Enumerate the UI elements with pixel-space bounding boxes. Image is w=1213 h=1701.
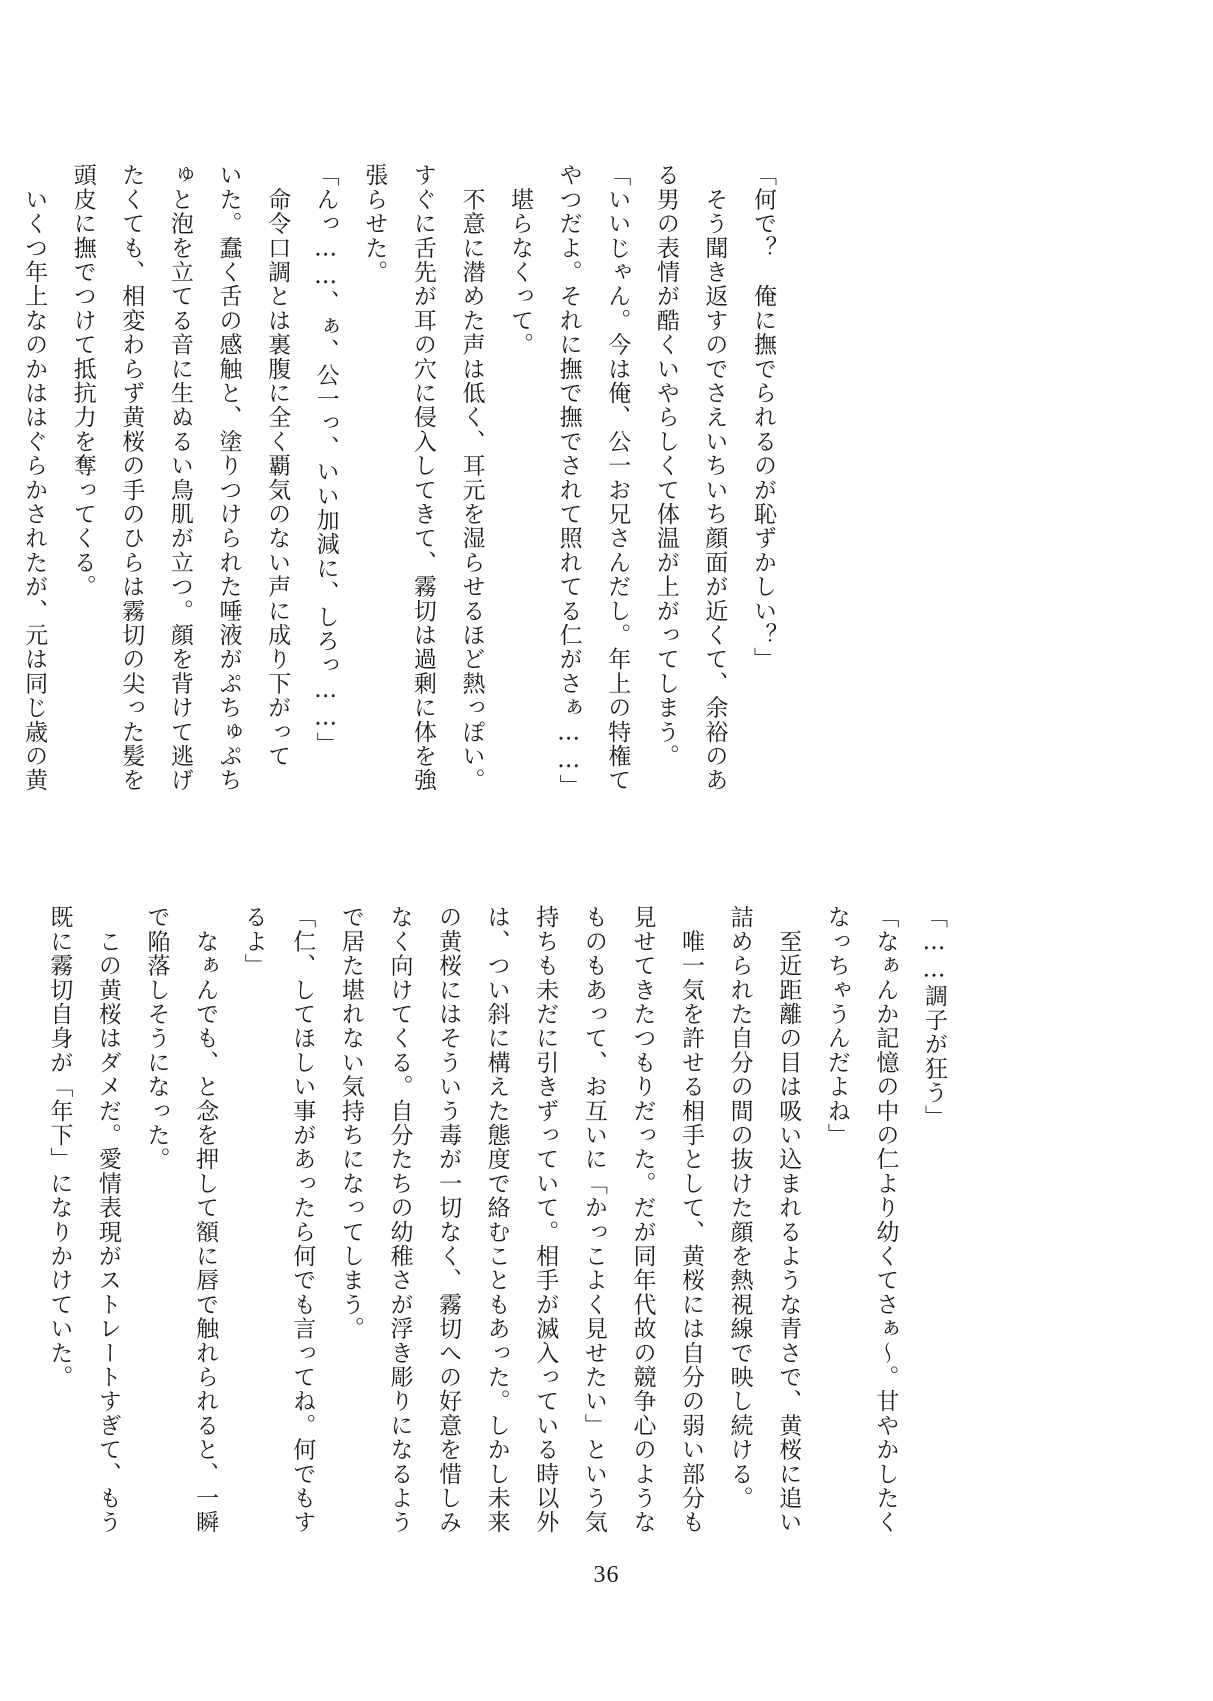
text-line: そう聞き返すのでさえいちいち顔面が近くて、余裕のあ xyxy=(701,163,728,793)
lower-text-block xyxy=(46,905,958,1535)
text-line: この黄桜はダメだ。愛情表現がストレートすぎて、もう xyxy=(94,905,121,1535)
text-line: で陥落しそうになった。 xyxy=(143,905,170,1172)
text-line: いた。蠢く舌の感触と、塗りつけられた唾液がぷちゅぷち xyxy=(215,163,242,793)
text-line: 「いいじゃん。今は俺、公一お兄さんだし。年上の特権て xyxy=(604,163,631,793)
text-line: で居た堪れない気持ちになってしまう。 xyxy=(337,905,364,1341)
text-line: 唯一気を許せる相手として、黄桜には自分の弱い部分も xyxy=(678,905,705,1535)
text-line: 至近距離の目は吸い込まれるような青さで、黄桜に追い xyxy=(775,905,802,1535)
text-line: 見せてきたつもりだった。だが同年代故の競争心のような xyxy=(629,905,656,1535)
upper-text-block xyxy=(21,163,787,823)
text-line: 頭皮に撫でつけて抵抗力を奪ってくる。 xyxy=(69,163,96,599)
text-line: たくても、相変わらず黄桜の手のひらは霧切の尖った髪を xyxy=(118,163,145,793)
text-line: 「……調子が狂う」 xyxy=(921,905,947,1129)
text-line: なぁんでも、と念を押して額に唇で触れられると、一瞬 xyxy=(192,905,219,1535)
text-line: すぐに舌先が耳の穴に侵入してきて、霧切は過剰に体を強 xyxy=(409,163,436,793)
text-line: 「何で？ 俺に撫でられるのが恥ずかしい？」 xyxy=(750,163,776,672)
text-line: ものもあって、お互いに「かっこよく見せたい」という気 xyxy=(580,905,607,1535)
text-line: 命令口調とは裏腹に全く覇気のない声に成り下がって xyxy=(264,163,291,768)
text-line: 「んっ……、ぁ、公一っ、いい加減に、しろっ……」 xyxy=(312,163,339,756)
text-line xyxy=(0,163,10,823)
text-line: 持ちも未だに引きずっていて。相手が滅入っている時以外 xyxy=(532,905,559,1535)
text-line: の黄桜にはそういう毒が一切なく、霧切への好意を惜しみ xyxy=(435,905,462,1535)
text-line: 詰められた自分の間の抜けた顔を熱視線で映し続ける。 xyxy=(726,905,753,1510)
text-line: やつだよ。それに撫で撫でされて照れてる仁がさぁ……」 xyxy=(555,163,582,799)
text-line: いくつ年上なのかははぐらかされたが、元は同じ歳の黄 xyxy=(21,163,48,793)
text-line: は、つい斜に構えた態度で絡むこともあった。しかし未来 xyxy=(483,905,510,1535)
text-line: 「なぁんか記憶の中の仁より幼くてさぁ～。甘やかしたく xyxy=(872,905,899,1535)
page-number: 36 xyxy=(593,1562,620,1588)
text-line: るよ」 xyxy=(240,905,267,978)
text-line: 堪らなくって。 xyxy=(507,163,534,357)
text-line: 不意に潜めた声は低く、耳元を湿らせるほど熱っぽい。 xyxy=(458,163,485,793)
text-line: 「仁、してほしい事があったら何でも言ってね。何でもす xyxy=(289,905,316,1535)
text-line: なっちゃうんだよね」 xyxy=(823,905,850,1147)
text-line: なく向けてくる。自分たちの幼稚さが浮き彫りになるよう xyxy=(386,905,413,1535)
text-line: る男の表情が酷くいやらしくて体温が上がってしまう。 xyxy=(652,163,679,768)
text-line: 張らせた。 xyxy=(361,163,388,284)
text-line: ゅと泡を立てる音に生ぬるい鳥肌が立つ。顔を背けて逃げ xyxy=(166,163,193,793)
text-line: 既に霧切自身が「年下」になりかけていた。 xyxy=(46,905,73,1389)
